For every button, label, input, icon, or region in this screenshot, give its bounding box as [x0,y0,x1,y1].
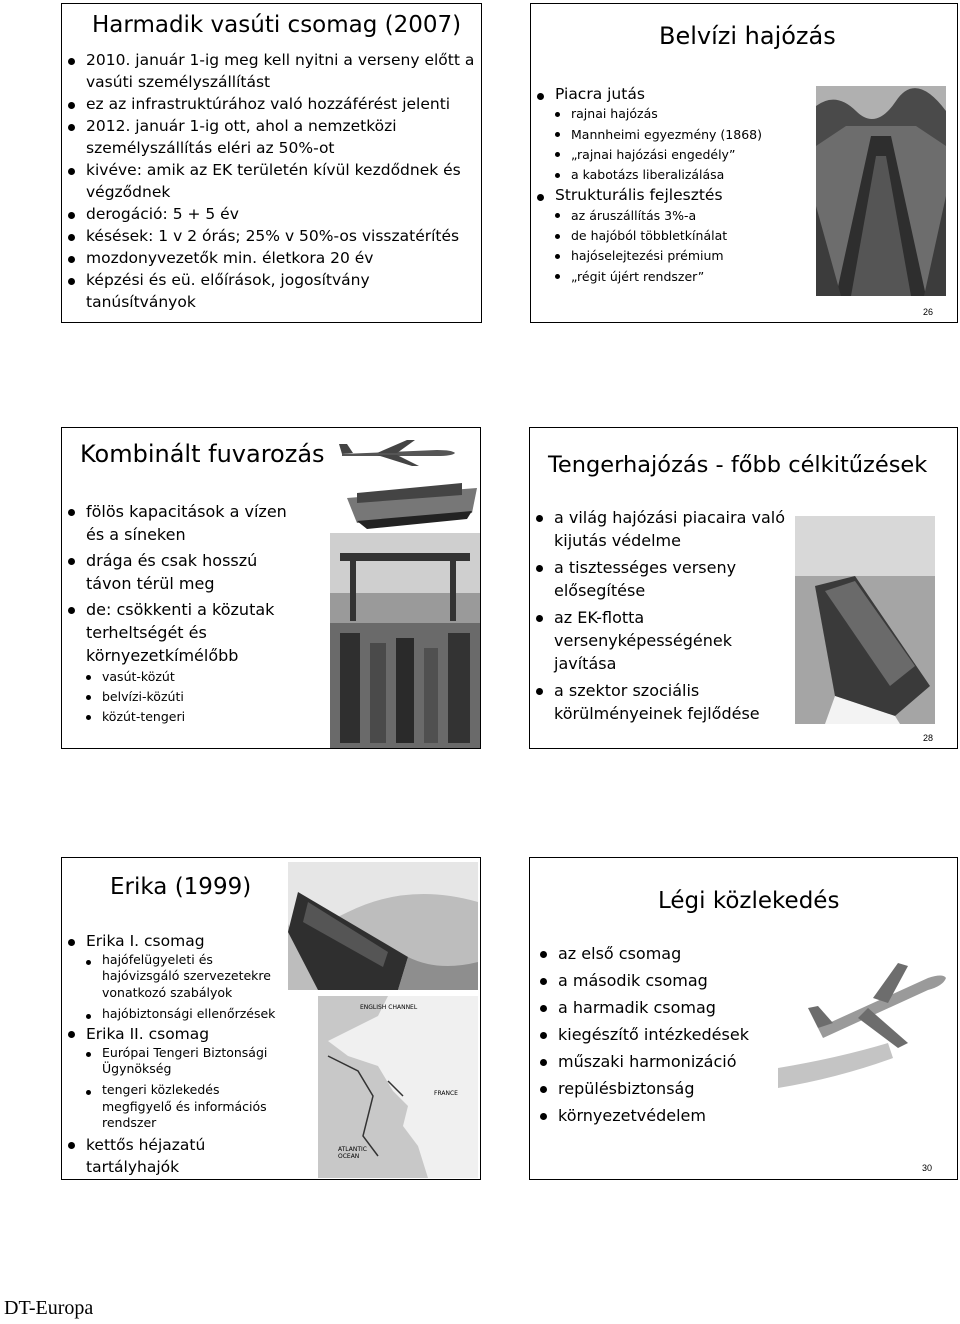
page-number: 28 [923,733,934,743]
slide-harmadik-vasuti-csomag [61,3,482,323]
slide-title: Erika (1999) [110,874,252,900]
slide-title: Tengerhajózás - főbb célkitűzések [548,452,928,478]
map-label-channel: ENGLISH CHANNEL [360,1004,418,1011]
list-item: 2010. január 1-ig meg kell nyitni a verseny előtt a vasúti személyszállítást [66,49,476,93]
list-item: hajóselejtezési prémium [535,246,815,266]
list-item: rajnai hajózás [535,104,815,124]
list-item: az első csomag [538,942,768,965]
container-ship-sea-photo [795,516,935,724]
list-item: a világ hajózási piacaira való kijutás védelme [534,506,789,552]
airplane-photo [337,438,457,468]
list-item: Erika II. csomag [66,1023,291,1045]
list-item: a harmadik csomag [538,996,768,1019]
list-item: de hajóból többletkínálat [535,226,815,246]
list-item: Piacra jutás [535,84,815,104]
list-item: fölös kapacitások a vízen és a síneken [66,500,296,546]
bullet-list [66,500,296,727]
list-item: a kabotázs liberalizálása [535,165,815,185]
list-item: belvízi-közúti [66,687,296,707]
airliner-photo [778,948,948,1088]
container-terminal-photo [330,533,481,749]
list-item: „rajnai hajózási engedély” [535,145,815,165]
list-item: ez az infrastruktúrához való hozzáférést jelenti [66,93,476,115]
slide-title: Légi közlekedés [658,888,840,914]
list-item: kettős héjazatú tartályhajók [66,1134,291,1178]
bullet-list [538,942,768,1127]
list-item: az áruszállítás 3%-a [535,206,815,226]
map-label-france: FRANCE [434,1090,458,1097]
list-item: a szektor szociális körülményeinek fejlődése [534,679,789,725]
list-item: Európai Tengeri Biztonsági Ügynökség [66,1045,291,1078]
page-number: 30 [922,1163,933,1173]
slide-legi-kozlekedes [529,857,958,1180]
list-item: közút-tengeri [66,707,296,727]
slide-title: Harmadik vasúti csomag (2007) [92,12,462,38]
page-number: 26 [923,307,934,317]
slide-kombinalt-fuvarozas [61,427,481,749]
slide-erika [61,857,481,1180]
slide-belvizi-hajozas [530,3,958,323]
list-item: az EK-flotta versenyképességének javítása [534,606,789,675]
list-item: mozdonyvezetők min. életkora 20 év [66,247,476,269]
sinking-tanker-photo [288,862,478,990]
list-item: derogáció: 5 + 5 év [66,203,476,225]
list-item: a tisztességes verseny elősegítése [534,556,789,602]
list-item: a második csomag [538,969,768,992]
list-item: képzési és eü. előírások, jogosítvány tanúsítványok [66,269,476,313]
list-item: Erika I. csomag [66,930,291,952]
list-item: kiegészítő intézkedések [538,1023,768,1046]
list-item: repülésbiztonság [538,1077,768,1100]
list-item: de: csökkenti a közutak terheltségét és környezetkímélőbb [66,598,296,667]
list-item: Strukturális fejlesztés [535,185,815,205]
list-item: vasút-közút [66,667,296,687]
list-item: hajófelügyeleti és hajóvizsgáló szervezetekre vonatkozó szabályok [66,952,291,1001]
oil-spill-map [318,996,478,1178]
bullet-list [534,506,789,725]
map-label-ocean: ATLANTIC OCEAN [338,1146,368,1160]
slide-title: Belvízi hajózás [659,22,836,50]
list-item: drága és csak hosszú távon térül meg [66,549,296,595]
list-item: „régit újért rendszer” [535,267,815,287]
barge-canal-photo [816,86,946,296]
container-ship-photo [342,473,481,533]
list-item: műszaki harmonizáció [538,1050,768,1073]
list-item: környezetvédelem [538,1104,768,1127]
list-item: késések: 1 v 2 órás; 25% v 50%-os visszatérítés [66,225,476,247]
bullet-list [535,84,815,287]
list-item: Mannheimi egyezmény (1868) [535,125,815,145]
bullet-list [66,49,476,313]
slide-tengerhajozas [529,427,958,749]
list-item: kivéve: amik az EK területén kívül kezdődnek és végződnek [66,159,476,203]
bullet-list [66,930,291,1178]
list-item: hajóbiztonsági ellenőrzések [66,1006,291,1022]
slide-title: Kombinált fuvarozás [80,440,325,468]
list-item: 2012. január 1-ig ott, ahol a nemzetközi személyszállítás eléri az 50%-ot [66,115,476,159]
footer-brand: DT-Europa [4,1297,94,1319]
list-item: tengeri közlekedés megfigyelő és információs rendszer [66,1082,291,1131]
